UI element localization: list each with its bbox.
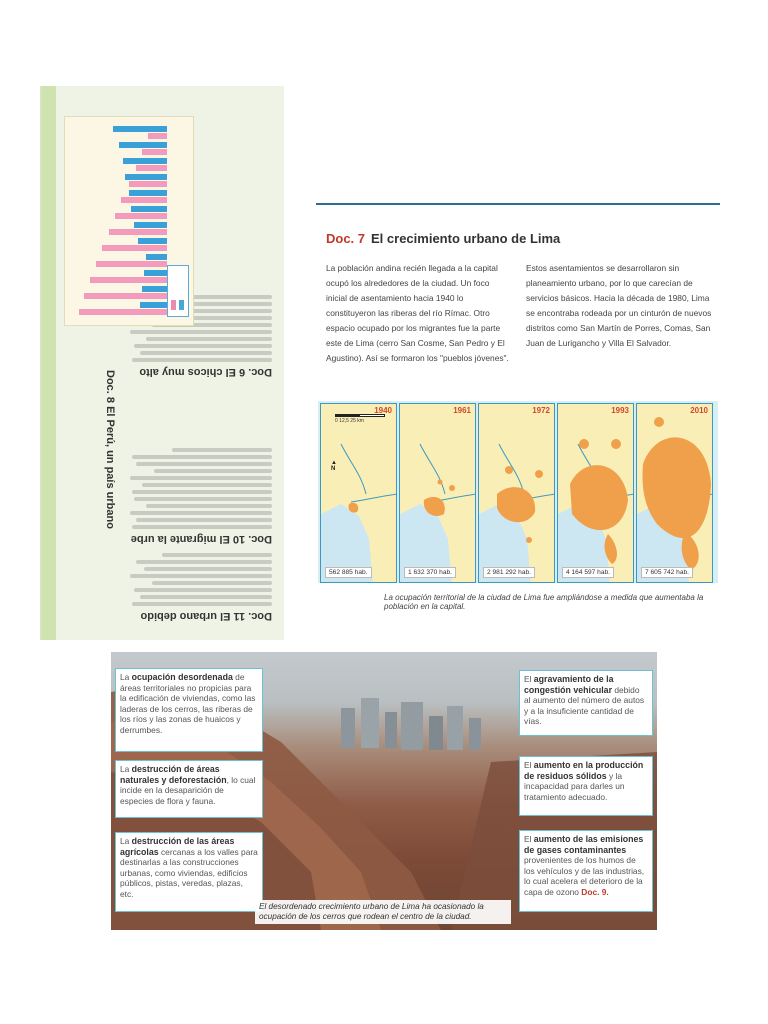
map-year: 2010 [690, 406, 708, 415]
doc6-heading: Doc. 6 El chicos muy alto [139, 366, 272, 378]
map-1972 [478, 403, 555, 583]
bar-rural [119, 142, 167, 148]
map-1940 [320, 403, 397, 583]
bar-rural [113, 126, 167, 132]
map-population: 7 605 742 hab. [641, 567, 693, 578]
doc7-paragraph: La población andina recién llegada a la capital ocupó los alrededores de la ciudad. Un foco inicial de asentamiento hacia 1940 lo constituyeron las riberas del río Rímac. Otro espacio ocupado por los migrantes fue la parte este de Lima (cerro San Cosme, San Pedro y El Agustino). Así se formaron los "pueblos jóvenes". Estos asentamientos se desarrollaron sin planeamiento urbano, por lo que carecían de servicios básicos. Hacia la década de 1980, Lima se encontraba rodeada por un cinturón de nuevos distritos como San Martín de Porres, Comas, San Juan de Lurigancho y Villa El Salvador. [326, 263, 712, 363]
urban-problems-panel [111, 652, 657, 930]
bar-urban [115, 213, 167, 219]
bar-rural [134, 222, 167, 228]
upper-text-column [122, 292, 272, 630]
map-population: 562 885 hab. [325, 567, 372, 578]
map-year: 1993 [611, 406, 629, 415]
bar-rural [129, 190, 167, 196]
chart-legend [167, 265, 189, 317]
north-arrow-icon: ▲ N [331, 460, 337, 472]
note-gas-emissions: El aumento de las emisiones de gases contaminantes provenientes de los humos de los vehículos y de las industrias, lo cual acelera el deterioro de la capa de ozono Doc. 9. [519, 830, 653, 912]
bar-urban [121, 197, 167, 203]
doc9-reference: Doc. 9. [581, 886, 609, 897]
bar-urban [136, 165, 167, 171]
map-1961 [399, 403, 476, 583]
map-1993 [557, 403, 634, 583]
bar-rural [142, 286, 167, 292]
doc11-heading: Doc. 11 El urbano debido [140, 610, 272, 622]
bar-urban [96, 261, 167, 267]
map-1972-drawing [479, 404, 555, 583]
bar-rural [144, 270, 167, 276]
legend-swatch-blue [179, 300, 184, 310]
map-year: 1972 [532, 406, 550, 415]
bar-rural [140, 302, 167, 308]
note-vehicle-congestion: El agravamiento de la congestión vehicular debido al aumento del número de autos y a la insuficiente cantidad de vías. [519, 670, 653, 736]
rotated-textbook-page [40, 86, 284, 640]
map-year: 1961 [453, 406, 471, 415]
doc7-urban-growth-card [316, 203, 720, 617]
map-1993-drawing [558, 404, 634, 583]
map-1961-drawing [400, 404, 476, 583]
rotated-page-content [42, 86, 284, 640]
map-population: 4 164 597 hab. [562, 567, 614, 578]
doc7-tag: Doc. 7 [326, 231, 366, 246]
page-margin-stripe [42, 86, 56, 640]
bar-urban [79, 309, 167, 315]
bar-urban [148, 133, 167, 139]
map-scale: 0 12,5 25 km [335, 414, 385, 424]
doc8-heading: Doc. 8 El Perú, un país urbano [104, 370, 116, 529]
lima-growth-maps [318, 401, 718, 583]
bar-urban [84, 293, 167, 299]
doc7-caption: La ocupación territorial de la ciudad de Lima fue ampliándose a medida que aumentaba la población en la capital. [384, 593, 704, 611]
population-bar-chart [64, 116, 194, 326]
doc7-title-text: El crecimiento urbano de Lima [371, 231, 561, 246]
doc7-title [326, 231, 560, 246]
note-agricultural-areas: La destrucción de las áreas agrícolas cercanas a los valles para destinarlas a las construcciones urbanas, como viviendas, edificios públicos, pistas, veredas, plazas, etc. [115, 832, 263, 912]
bar-rural [125, 174, 167, 180]
bar-urban [90, 277, 167, 283]
bar-rural [138, 238, 167, 244]
note-disordered-occupation: La ocupación desordenada de áreas territoriales no propicias para la edificación de viviendas, como las laderas de los cerros, las riberas de los ríos y las zonas de huaicos y derrumbes. [115, 668, 263, 752]
bar-urban [142, 149, 167, 155]
map-year: 1940 [374, 406, 392, 415]
bar-rural [131, 206, 167, 212]
map-2010-drawing [637, 404, 713, 583]
doc10-heading: Doc. 10 El migrante la urbe [130, 533, 272, 545]
bar-rural [146, 254, 167, 260]
bar-urban [129, 181, 167, 187]
map-2010 [636, 403, 713, 583]
map-population: 2 981 292 hab. [483, 567, 535, 578]
photo-caption: El desordenado crecimiento urbano de Lima ha ocasionado la ocupación de los cerros que rodean el centro de la ciudad. [255, 900, 511, 924]
bar-rural [123, 158, 167, 164]
bar-urban [109, 229, 167, 235]
legend-swatch-pink [171, 300, 176, 310]
bar-urban [102, 245, 167, 251]
map-population: 1 632 370 hab. [404, 567, 456, 578]
note-solid-waste: El aumento en la producción de residuos sólidos y la incapacidad para darles un tratamiento adecuado. [519, 756, 653, 816]
map-1940-drawing [321, 404, 397, 583]
note-deforestation: La destrucción de áreas naturales y deforestación, lo cual incide en la desaparición de especies de flora y fauna. [115, 760, 263, 818]
